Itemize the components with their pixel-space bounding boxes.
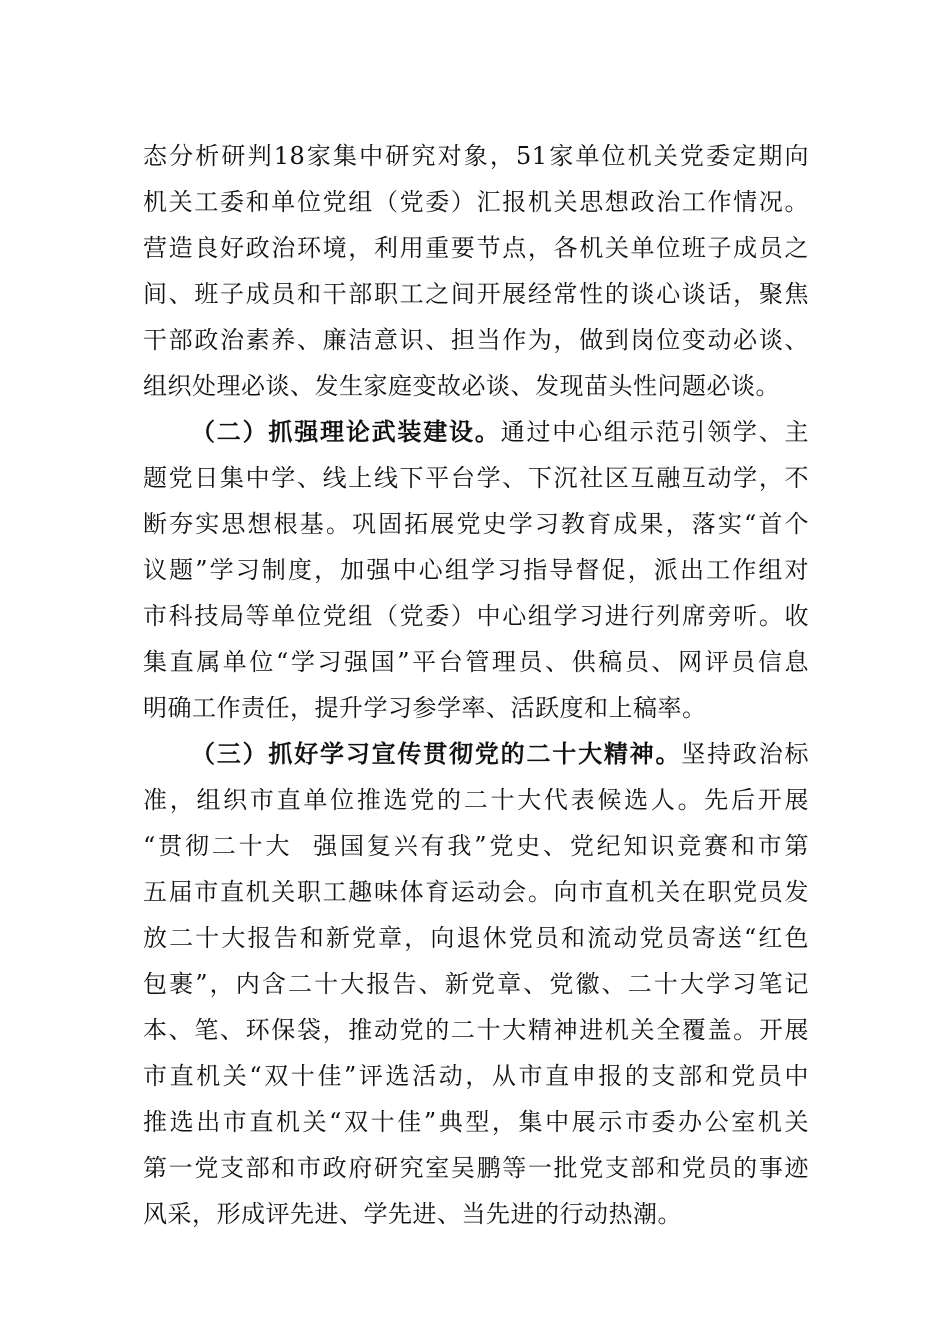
text-line: 市科技局等单位党组（党委）中心组学习进行列席旁听。收 [143,602,809,630]
text-line: 机关工委和单位党组（党委）汇报机关思想政治工作情况。 [143,188,809,216]
text-line: 本、笔、环保袋，推动党的二十大精神进机关全覆盖。开展 [143,1016,809,1044]
text-line: 营造良好政治环境，利用重要节点，各机关单位班子成员之 [143,234,809,262]
paragraph-theory-armament [143,409,809,731]
text-run: 通过中心组示范引领学、主 [500,418,809,446]
paragraph-twentieth-congress [143,731,809,1237]
text-line: 干部政治素养、廉洁意识、担当作为，做到岗位变动必谈、 [143,326,809,354]
section-heading-three: （三）抓好学习宣传贯彻党的二十大精神。 [191,739,682,768]
text-line: 放二十大报告和新党章，向退休党员和流动党员寄送“红色 [143,924,809,952]
paragraph-political-environment [143,133,809,409]
text-line: 准，组织市直单位推选党的二十大代表候选人。先后开展 [143,786,809,814]
text-line: 推选出市直机关“双十佳”典型，集中展示市委办公室机关 [143,1108,809,1136]
text-line: 态分析研判18家集中研究对象，51家单位机关党委定期向 [143,142,809,170]
text-line: 间、班子成员和干部职工之间开展经常性的谈心谈话，聚焦 [143,280,809,308]
text-line-first [143,409,809,455]
text-line: 议题”学习制度，加强中心组学习指导督促，派出工作组对 [143,556,809,584]
text-line: 集直属单位“学习强国”平台管理员、供稿员、网评员信息 [143,648,809,676]
text-line: 题党日集中学、线上线下平台学、下沉社区互融互动学，不 [143,464,809,492]
text-line: 包裹”，内含二十大报告、新党章、党徽、二十大学习笔记 [143,970,809,998]
document-body [143,133,809,1237]
text-line: 五届市直机关职工趣味体育运动会。向市直机关在职党员发 [143,878,809,906]
text-line: 风采，形成评先进、学先进、当先进的行动热潮。 [143,1200,682,1228]
text-line: 市直机关“双十佳”评选活动，从市直申报的支部和党员中 [143,1062,809,1090]
text-line: 第一党支部和市政府研究室吴鹏等一批党支部和党员的事迹 [143,1154,809,1182]
section-heading-two: （二）抓强理论武装建设。 [191,417,501,446]
text-line-first [143,731,809,777]
text-line: “贯彻二十大 强国复兴有我”党史、党纪知识竞赛和市第 [143,832,809,860]
text-run: 坚持政治标 [681,740,809,768]
text-line: 组织处理必谈、发生家庭变故必谈、发现苗头性问题必谈。 [143,372,780,400]
text-line: 明确工作责任，提升学习参学率、活跃度和上稿率。 [143,694,707,722]
text-line: 断夯实思想根基。巩固拓展党史学习教育成果，落实“首个 [143,510,809,538]
